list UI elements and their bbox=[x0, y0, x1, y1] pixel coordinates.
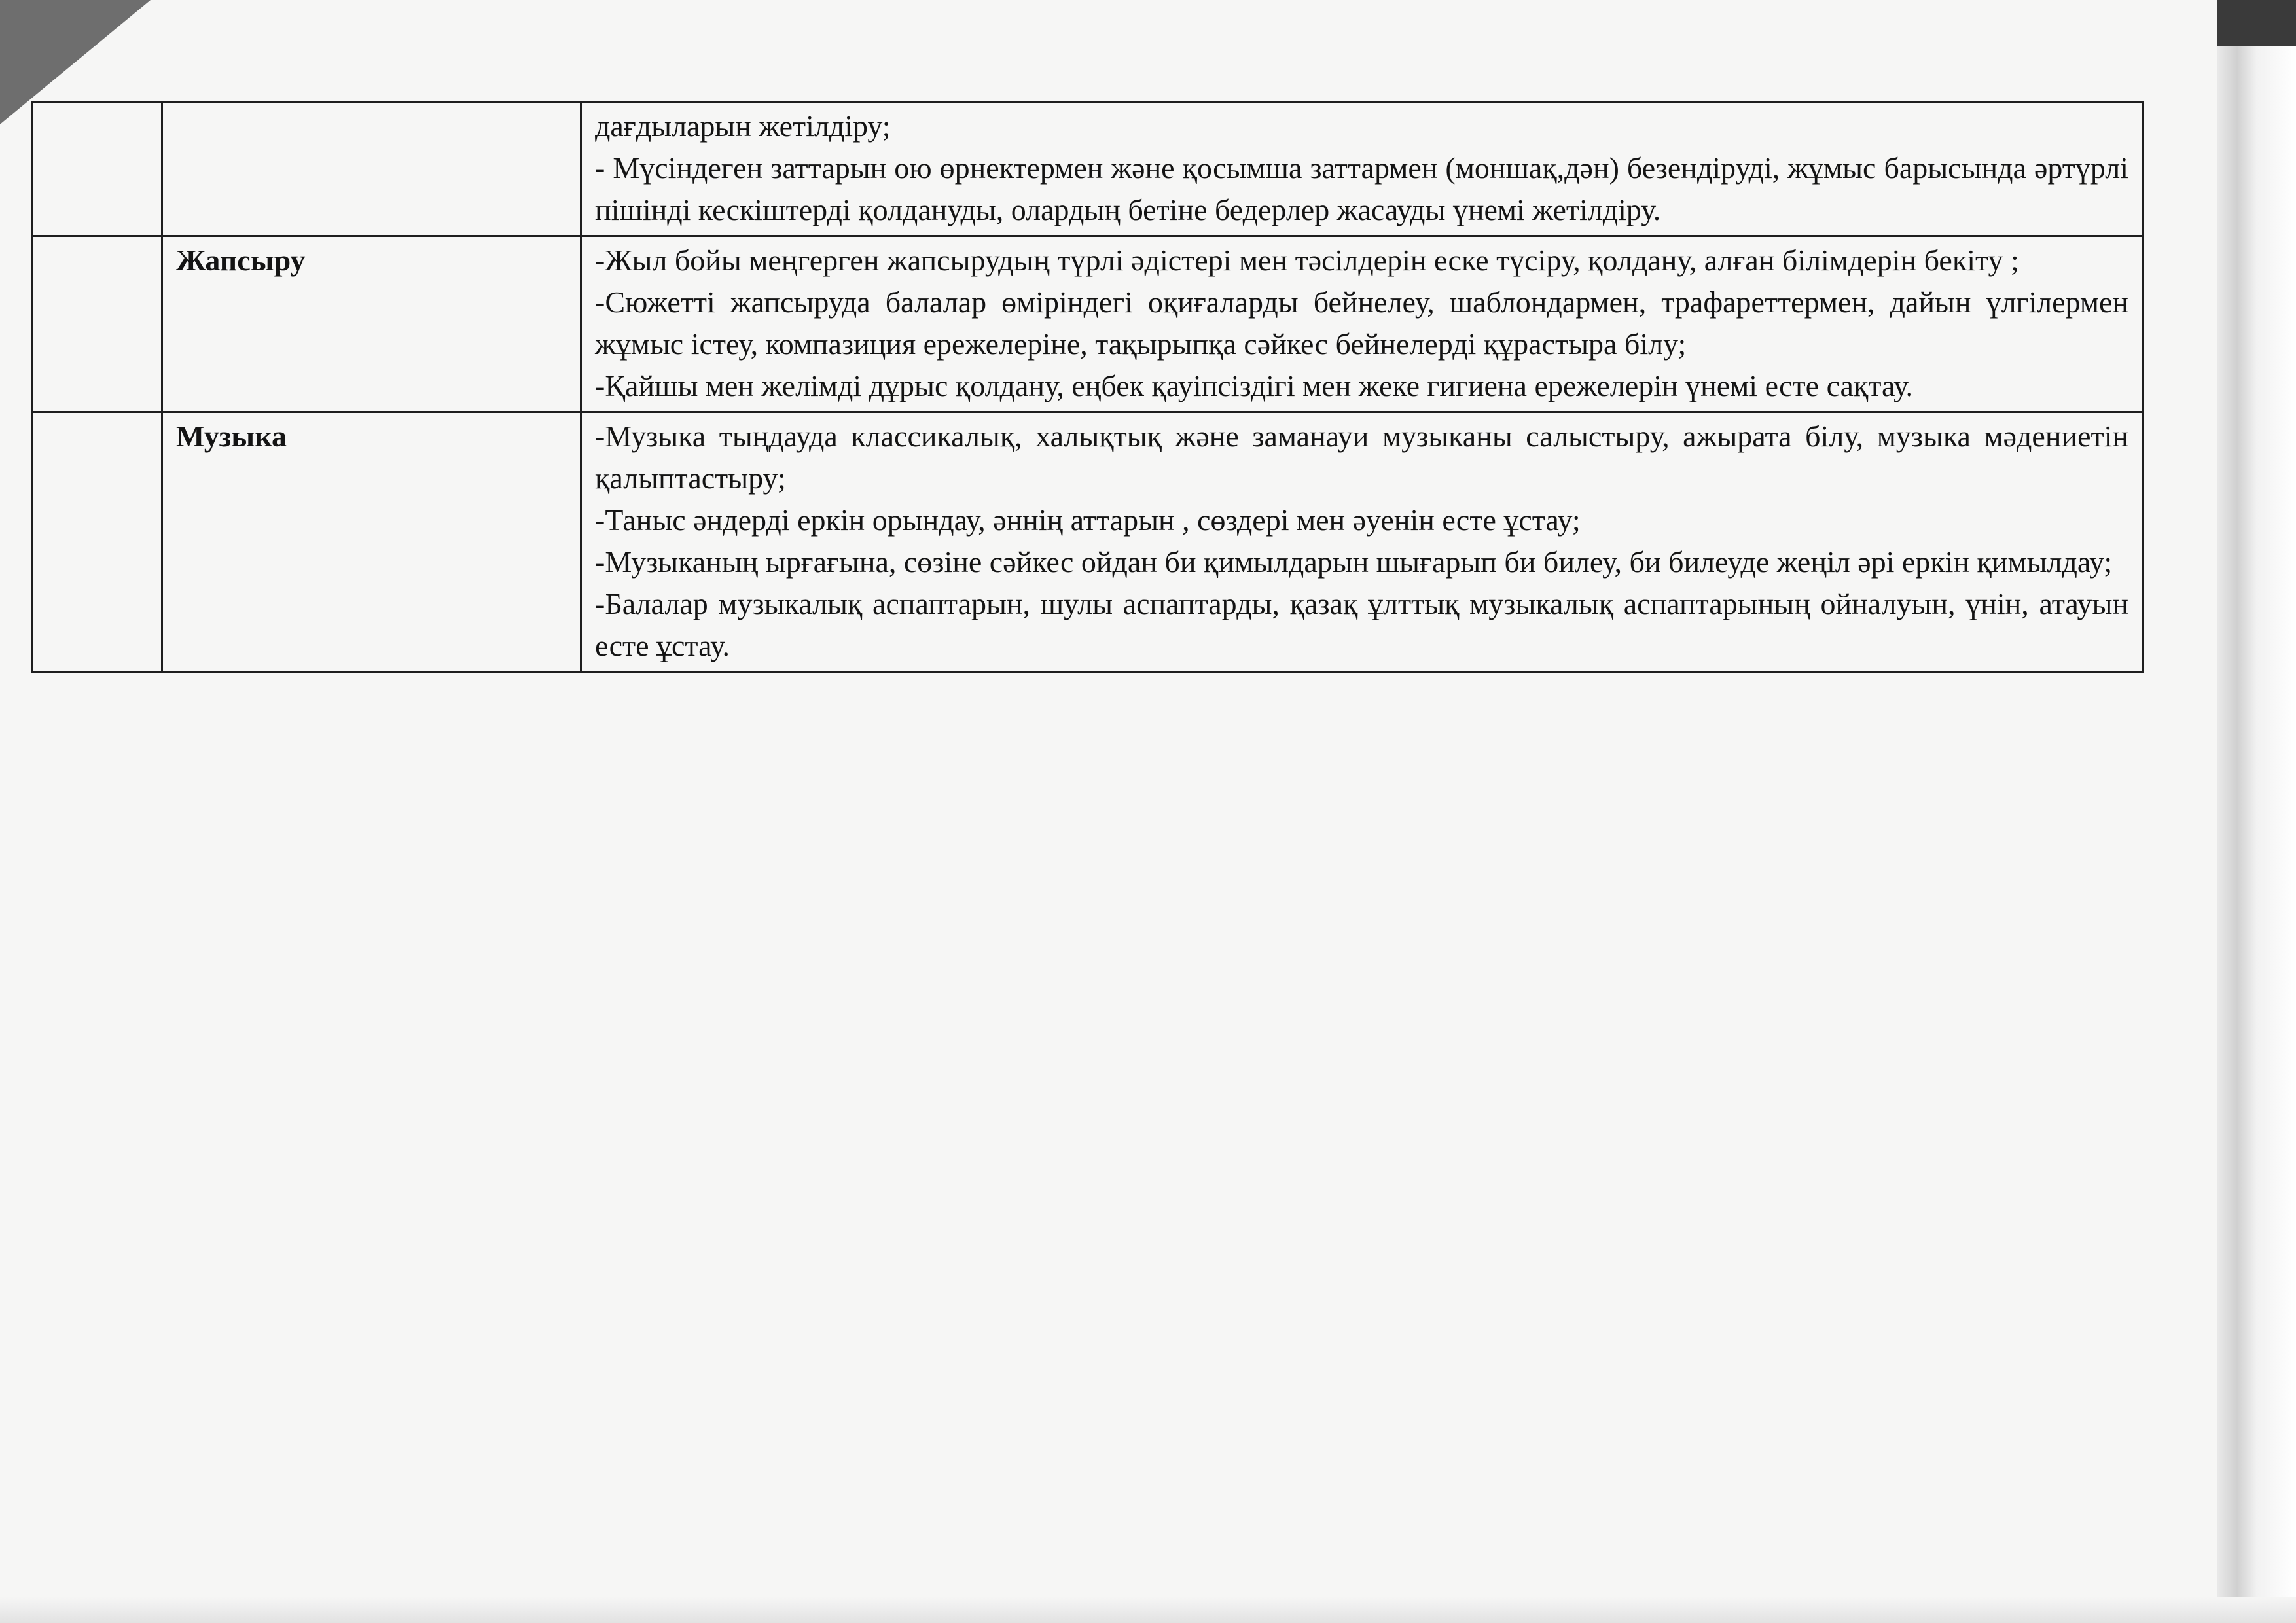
section-title: Музыка bbox=[176, 419, 287, 453]
curriculum-table-body bbox=[33, 102, 2143, 672]
scan-shadow-bottom bbox=[0, 1597, 2296, 1623]
content-paragraph: -Музыканың ырғағына, сөзіне сәйкес ойдан би қимылдарын шығарып би билеу, би билеуде жеңіл әрі еркін қимылдау; bbox=[595, 545, 2113, 579]
blank-cell bbox=[33, 236, 162, 412]
table-row bbox=[33, 102, 2143, 236]
content-paragraph: - Мүсіндеген заттарын ою өрнектермен және қосымша заттармен (моншақ,дән) безендіруді, жұмыс барысында әртүрлі пішінді кескіштерді қолдануды, олардың бетіне бедерлер жасауды үнемі жетілдіру. bbox=[595, 151, 2128, 226]
blank-cell bbox=[33, 412, 162, 672]
section-title: Жапсыру bbox=[176, 243, 306, 277]
content-cell bbox=[581, 236, 2143, 412]
content-paragraph: -Балалар музыкалық аспаптарын, шулы аспаптарды, қазақ ұлттық музыкалық аспаптарының ойналуын, үнін, атауын есте ұстау. bbox=[595, 587, 2128, 662]
scan-shadow-right-top bbox=[2217, 0, 2296, 46]
content-cell bbox=[581, 102, 2143, 236]
content-paragraph: -Таныс әндерді еркін орындау, әннің аттарын , сөздері мен әуенін есте ұстау; bbox=[595, 503, 1581, 537]
scan-shadow-right bbox=[2217, 0, 2296, 1623]
curriculum-table bbox=[31, 101, 2144, 673]
table-row bbox=[33, 236, 2143, 412]
section-title-cell bbox=[162, 102, 581, 236]
content-paragraph: -Жыл бойы меңгерген жапсырудың түрлі әдістері мен тәсілдерін еске түсіру, қолдану, алған білімдерін бекіту ; bbox=[595, 243, 2019, 277]
content-paragraph: -Музыка тыңдауда классикалық, халықтық және заманауи музыканы салыстыру, ажырата білу, музыка мәдениетін қалыптастыру; bbox=[595, 419, 2128, 495]
document-body bbox=[31, 101, 2142, 673]
blank-cell bbox=[33, 102, 162, 236]
table-row bbox=[33, 412, 2143, 672]
content-paragraph: -Қайшы мен желімді дұрыс қолдану, еңбек қауіпсіздігі мен жеке гигиена ережелерін үнемі есте сақтау. bbox=[595, 369, 1913, 402]
section-title-cell bbox=[162, 412, 581, 672]
section-title-cell bbox=[162, 236, 581, 412]
content-cell bbox=[581, 412, 2143, 672]
content-paragraph: -Сюжетті жапсыруда балалар өміріндегі оқиғаларды бейнелеу, шаблондармен, трафареттермен, дайын үлгілермен жұмыс істеу, компазиция ережелеріне, тақырыпқа сәйкес бейнелерді құрастыра білу; bbox=[595, 285, 2128, 361]
content-paragraph: дағдыларын жетілдіру; bbox=[595, 109, 891, 143]
